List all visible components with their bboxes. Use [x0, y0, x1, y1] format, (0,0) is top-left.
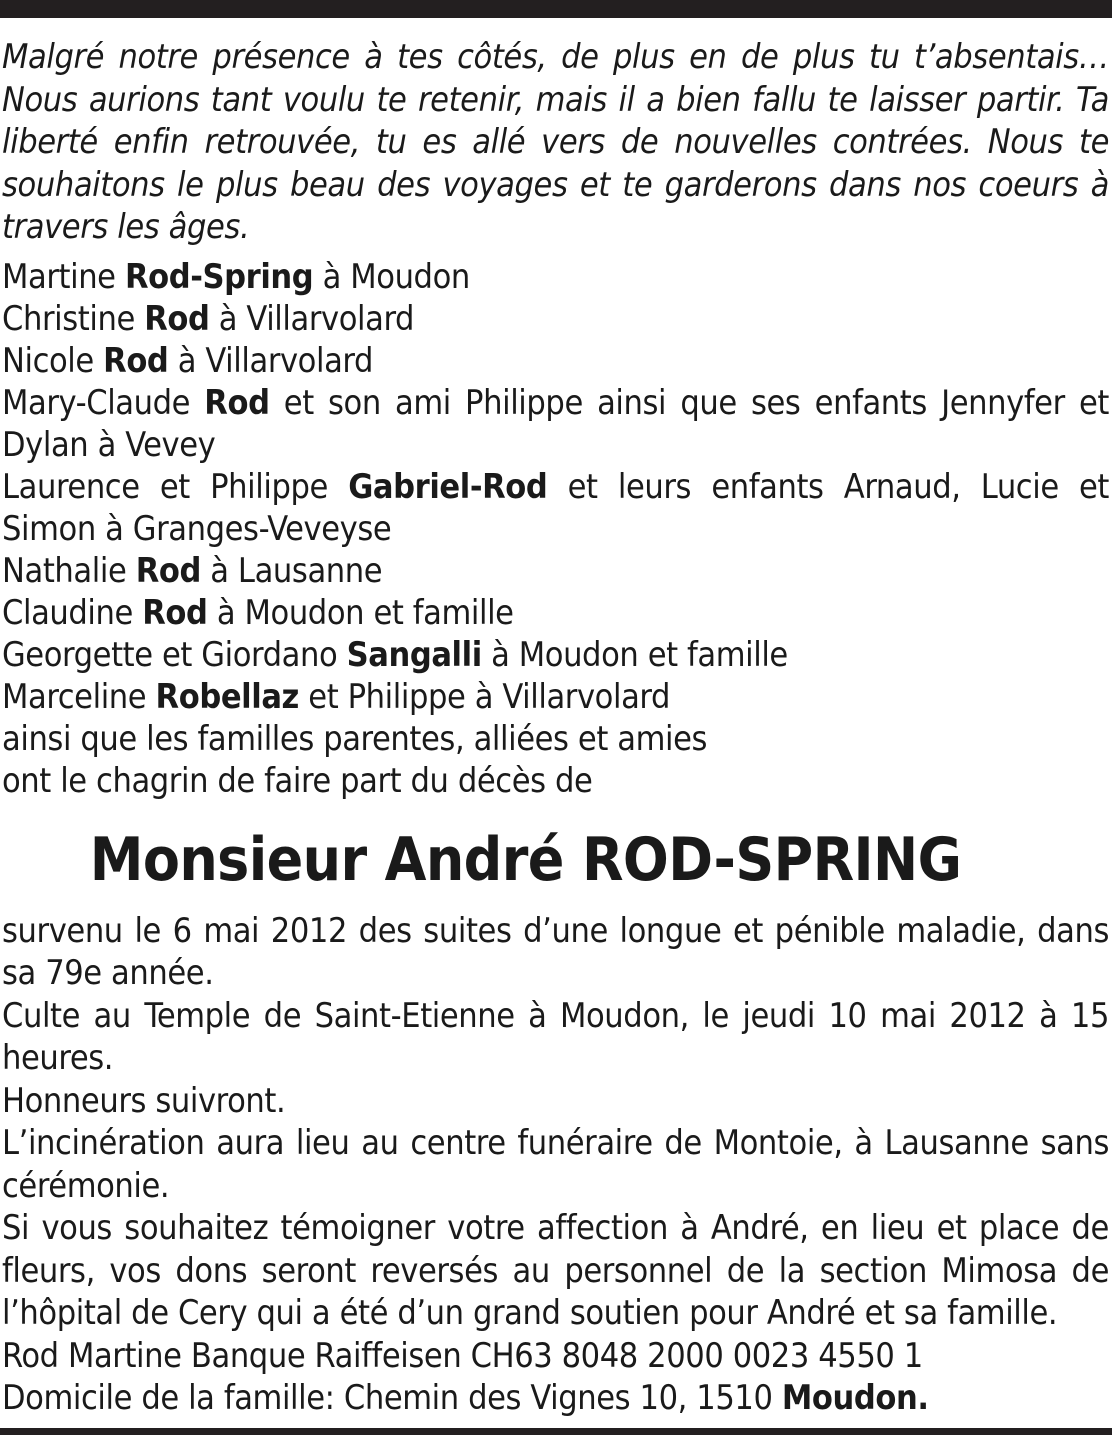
mourner-surname: Rod — [135, 550, 201, 591]
mourner-given-names: Laurence et Philippe — [2, 466, 349, 507]
funeral-details — [2, 910, 1109, 1420]
family-address — [2, 1377, 1109, 1420]
donations-info: Si vous souhaitez témoigner votre affection à André, en lieu et place de fleurs, vos dons seront reversés au personnel de la section Mimosa de l’hôpital de Cery qui a été d’un grand soutien pour André et sa famille. — [2, 1208, 1109, 1333]
mourner-surname: Rod — [103, 340, 169, 381]
mourner-given-names: Marceline — [2, 676, 156, 717]
extended-family-line: ainsi que les familles parentes, alliées et amies — [2, 718, 708, 759]
bottom-border-rule — [0, 1428, 1112, 1435]
mourner-surname: Gabriel-Rod — [348, 466, 548, 507]
mourner-location: et son ami Philippe ainsi que ses enfants Jennyfer et Dylan à Vevey — [2, 382, 1109, 465]
deceased-name-heading: Monsieur André ROD-SPRING — [89, 824, 962, 895]
honours-info: Honneurs suivront. — [2, 1080, 286, 1121]
mourner-surname: Rod — [144, 298, 210, 339]
mourner-line — [2, 256, 1109, 298]
mourner-location: à Lausanne — [200, 550, 383, 591]
mourner-line — [2, 298, 1109, 340]
address-street: Domicile de la famille: Chemin des Vignes 10, 1510 — [2, 1378, 782, 1418]
obituary-notice — [2, 36, 1109, 1420]
death-circumstances: survenu le 6 mai 2012 des suites d’une longue et pénible maladie, dans sa 79e année. — [2, 910, 1109, 993]
mourner-given-names: Nathalie — [2, 550, 136, 591]
bank-account-info: Rod Martine Banque Raiffeisen CH63 8048 2000 0023 4550 1 — [2, 1335, 923, 1376]
service-info: Culte au Temple de Saint-Etienne à Moudon, le jeudi 10 mai 2012 à 15 heures. — [2, 995, 1109, 1078]
mourner-line — [2, 466, 1109, 550]
mourner-location: à Moudon — [313, 256, 470, 297]
mourner-line — [2, 340, 1109, 382]
mourner-surname: Sangalli — [346, 634, 482, 675]
address-town: Moudon. — [781, 1378, 929, 1418]
mourner-location: à Villarvolard — [209, 298, 415, 339]
mourner-given-names: Georgette et Giordano — [2, 634, 347, 675]
cremation-info: L’incinération aura lieu au centre funéraire de Montoie, à Lausanne sans cérémonie. — [2, 1123, 1109, 1206]
mourner-given-names: Claudine — [2, 592, 143, 633]
mourner-location: et Philippe à Villarvolard — [298, 676, 671, 717]
mourner-line — [2, 676, 1109, 718]
mourner-location: à Villarvolard — [168, 340, 374, 381]
mourner-location: et leurs enfants Arnaud, Lucie et Simon à Granges-Veveyse — [2, 466, 1110, 549]
mourner-surname: Robellaz — [155, 676, 299, 717]
mourner-line — [2, 634, 1109, 676]
mourner-given-names: Mary-Claude — [2, 382, 205, 423]
mourner-line — [2, 550, 1109, 592]
mourner-surname: Rod — [204, 382, 270, 423]
mourner-location: à Moudon et famille — [481, 634, 788, 675]
mourner-given-names: Martine — [2, 256, 125, 297]
announcement-line: ont le chagrin de faire part du décès de — [2, 760, 593, 801]
mourners-list — [2, 256, 1109, 802]
mourner-given-names: Nicole — [2, 340, 104, 381]
top-border-bar — [0, 0, 1112, 18]
mourner-surname: Rod-Spring — [124, 256, 314, 297]
mourner-line — [2, 382, 1109, 466]
mourner-location: à Moudon et famille — [207, 592, 514, 633]
mourner-line — [2, 592, 1109, 634]
farewell-poem: Malgré notre présence à tes côtés, de plus en de plus tu t’absentais… Nous aurions tant voulu te retenir, mais il a bien fallu te laisser partir. Ta liberté enfin retrouvée, tu es allé vers de nouvelles contrées. Nous te souhaitons le plus beau des voyages et te garderons dans nos coeurs à travers les âges. — [2, 37, 1109, 247]
mourner-surname: Rod — [142, 592, 208, 633]
mourner-given-names: Christine — [2, 298, 145, 339]
